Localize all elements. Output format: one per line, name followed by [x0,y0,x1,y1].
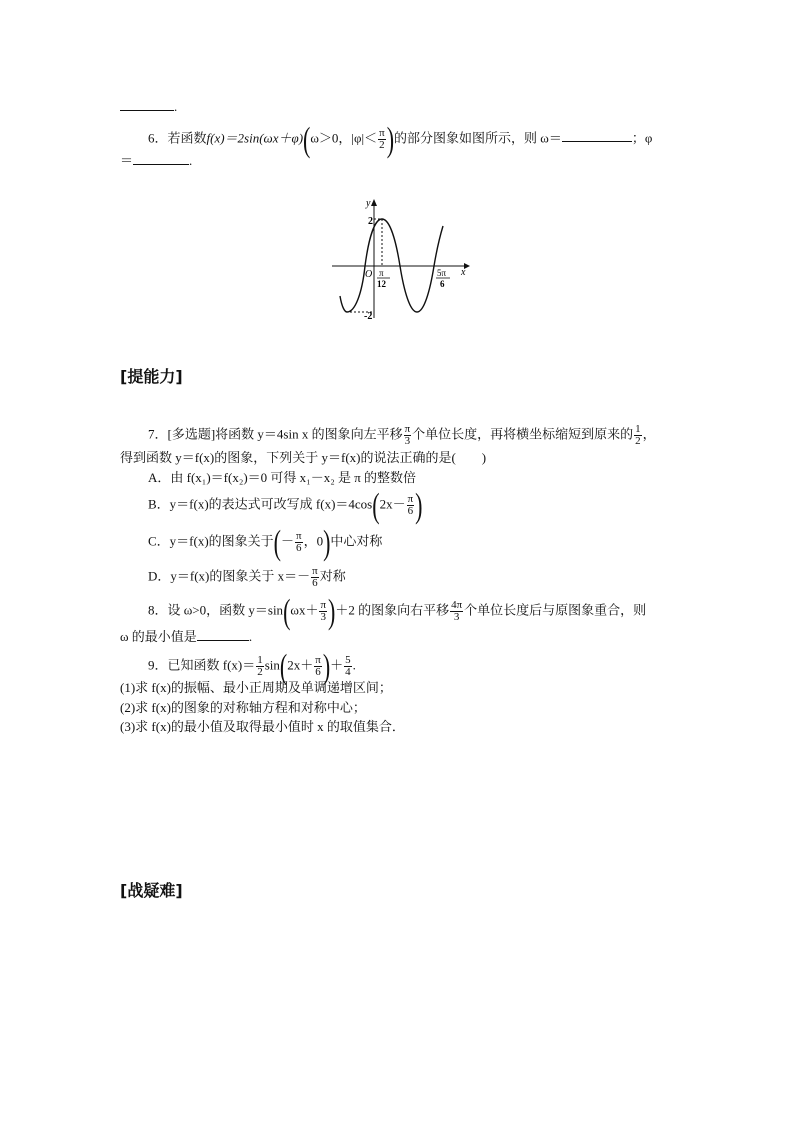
question-9-part3: (3)求 f(x)的最小值及取得最小值时 x 的取值集合． [120,719,405,734]
y-max-label: 2 [368,216,373,227]
fraction-one-half: $\frac{1}{2}$ [257,654,263,678]
y-axis-arrow [371,199,377,206]
paren-left: ( [303,118,311,159]
fraction-pi-over-3: $\frac{\pi}{3}$ [320,599,327,623]
fraction-pi-over-6: $\frac{\pi}{6}$ [315,654,321,678]
tick2-denominator: 6 [440,279,445,289]
question-7-line2: 得到函数 y＝f(x)的图象，下列关于 y＝f(x)的说法正确的是( ) [120,450,487,465]
fraction-pi-over-6: $\frac{\pi}{6}$ [312,565,318,589]
option-a: A．由 f(x₁)＝f(x₂)＝0 可得 x₁－x₂ 是 π 的整数倍 [148,470,417,485]
question-6-line2: ＝ . [120,153,193,168]
option-b: B．y＝f(x)的表达式可改写成 f(x)＝4cos(2x－ $\frac{\pi}{6}$ ) [148,484,423,525]
fraction-pi-over-2: $\frac{\pi}{2}$ [379,127,385,151]
question-9-line1: 9．已知函数 f(x)＝ $\frac{1}{2}$ sin(2x＋ $\frac{\pi}{6}$ )＋ $\frac{5}{4}$ . [148,645,356,686]
tick1-denominator: 12 [377,279,386,289]
option-c: C．y＝f(x)的图象关于(－ $\frac{\pi}{6}$ ，0)中心对称 [148,521,383,562]
question-9-part2: (2)求 f(x)的图象的对称轴方程和对称中心； [120,700,366,715]
omega-answer-blank [562,129,632,142]
answer-blank [120,98,174,111]
section-heading-ability: [提能力] [120,367,183,386]
fraction-pi-over-6: $\frac{\pi}{6}$ [407,493,414,517]
tick2-numerator: 5π [437,268,447,278]
y-min-label: -2 [364,311,373,322]
question-8-line2: ω 的最小值是 . [120,629,253,644]
x-axis-label: x [461,267,466,278]
section-heading-challenge: [战疑难] [120,881,183,900]
fraction-pi-over-3: $\frac{\pi}{3}$ [404,423,411,447]
question-7-line1: 7．[多选题]将函数 y＝4sin x 的图象向左平移 $\frac{\pi}{3}$ 个单位长度，再将横坐标缩短到原来的 $\frac{1}{2}$ ， [148,423,656,447]
sine-graph [330,196,475,326]
question-8-line1: 8．设 ω>0，函数 y＝sin(ωx＋ $\frac{\pi}{3}$ )＋2 的图象向右平移 $\frac{4\pi}{3}$ 个单位长度后与原图象重合，则 [148,590,647,631]
answer-blank [197,628,249,641]
paren-right: ) [386,118,395,159]
fraction-5-over-4: $\frac{5}{4}$ [345,654,351,678]
fraction-one-half: $\frac{1}{2}$ [635,423,641,447]
y-axis-label: y [366,198,371,209]
phi-answer-blank [133,152,189,165]
origin-label: O [365,269,373,280]
tick1-numerator: π [379,268,384,278]
option-d: D．y＝f(x)的图象关于 x＝－ $\frac{\pi}{6}$ 对称 [148,565,346,589]
prev-question-tail: . [120,98,177,115]
question-9-part1: (1)求 f(x)的振幅、最小正周期及单调递增区间； [120,680,392,695]
question-6-line1: 6．若函数f(x)＝2sin(ωx＋φ)(ω＞0，|φ|＜ $\frac{\pi}{2}$ )的部分图象如图所示，则 ω＝ ；φ [148,118,653,159]
fraction-pi-over-6: $\frac{\pi}{6}$ [296,530,302,554]
fraction-4pi-over-3: $\frac{4\pi}{3}$ [451,599,463,623]
